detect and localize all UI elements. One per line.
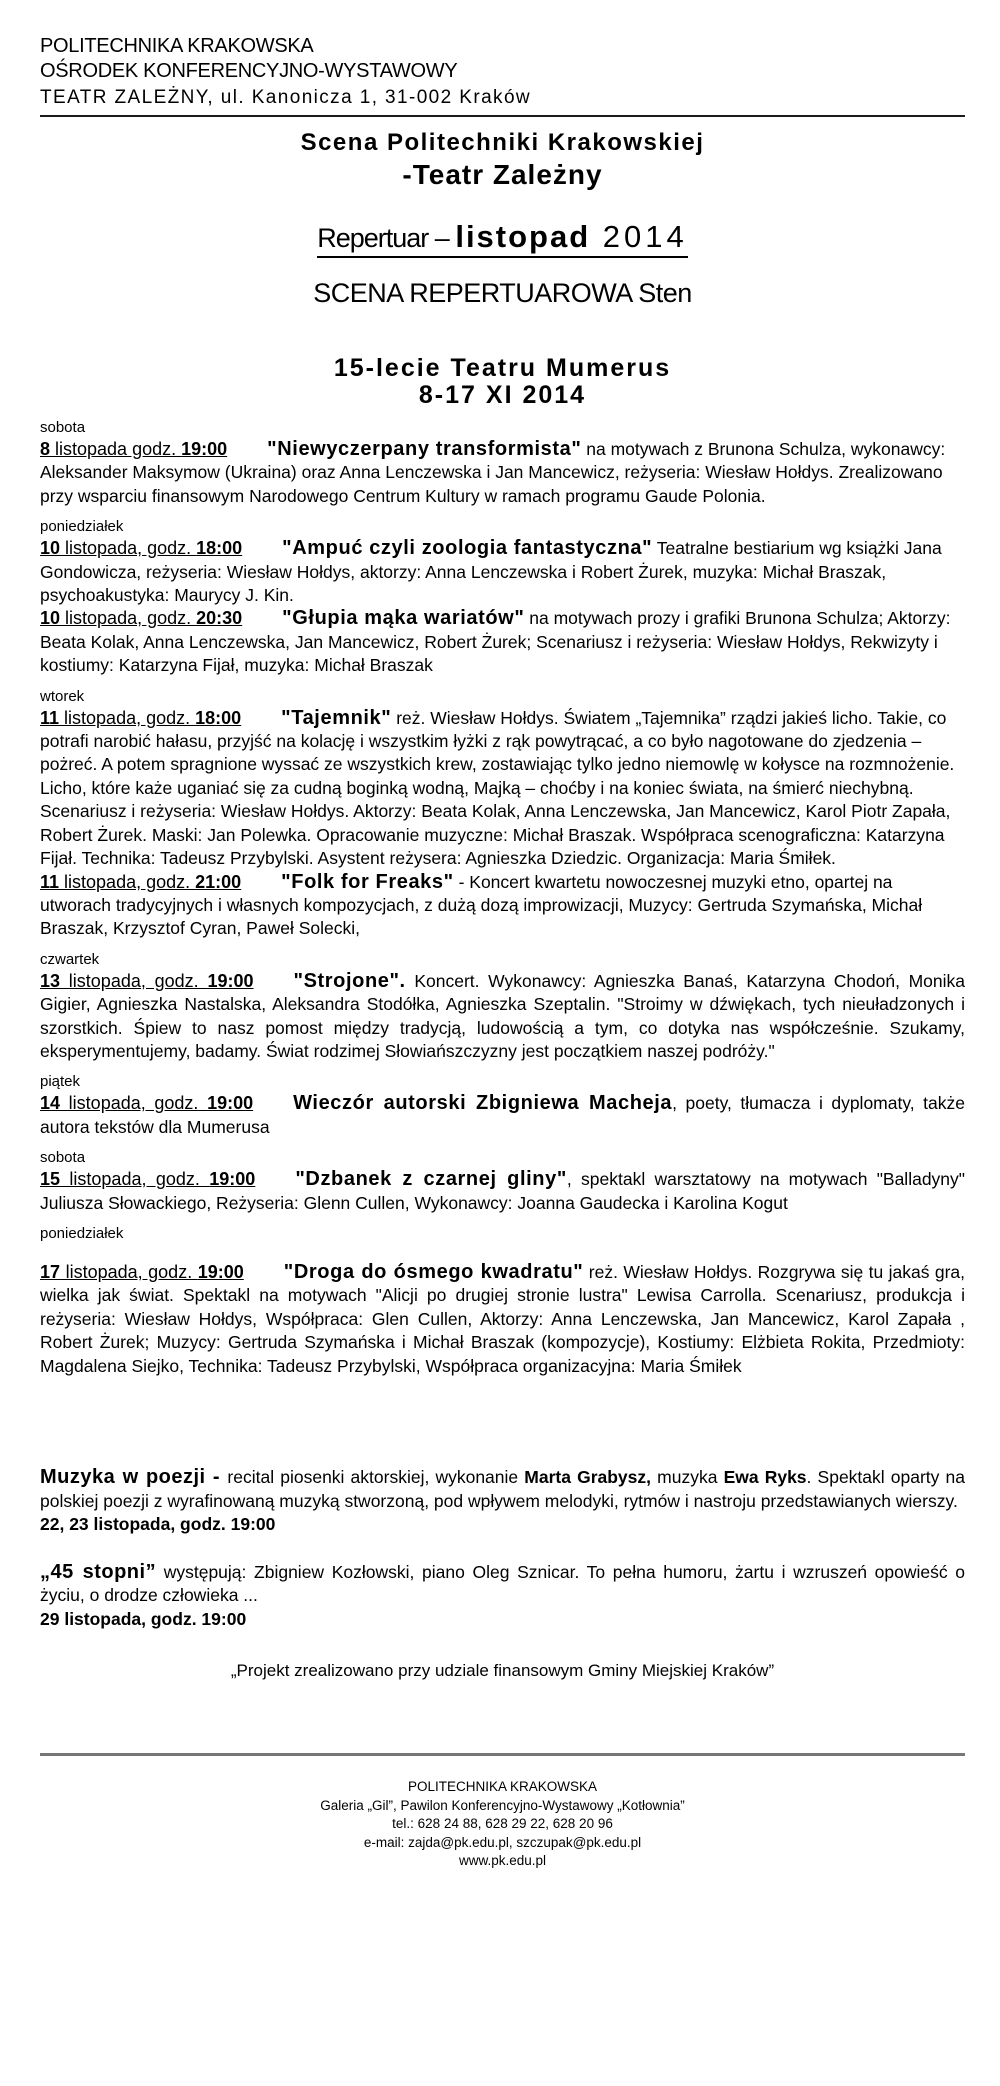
event-paragraph	[40, 438, 965, 508]
footer-phone: tel.: 628 24 88, 628 29 22, 628 20 96	[392, 1816, 613, 1831]
footer-email: e-mail: zajda@pk.edu.pl, szczupak@pk.edu.pl	[363, 1834, 642, 1850]
event-day-label: wtorek	[40, 687, 85, 705]
special-event-description	[40, 1562, 965, 1606]
event-block	[40, 871, 965, 941]
repertoire-heading	[40, 219, 965, 258]
event-description: reż. Wiesław Hołdys. Rozgrywa się tu jakaś gra, wielka jak świat. Spektakl na motywach "Alicji po drugiej stronie lustra" Lewisa Carrolla. Scenariusz, produkcja i reżyseria: Wiesław Hołdys, Współpraca: Glen Cullen, Aktorzy: Anna Lenczewska, Jan Mancewicz, Karol Zapała , Robert Żurek; Muzycy: Gertruda Szymańska i Michał Braszak (kompozycje), Kostiumy: Elżbieta Rokita, Przedmioty: Magdalena Siejko, Technika: Tadeusz Przybylski, Współpraca organizacyjna: Maria Śmiłek	[40, 1261, 966, 1376]
special-event-paragraph	[40, 1561, 965, 1608]
repertoire-year: 2014	[590, 219, 688, 254]
event-date-text: listopada, godz.	[60, 1261, 198, 1282]
event-description: Teatralne bestiarium wg książki Jana Gondowicza, reżyseria: Wiesław Hołdys, aktorzy: Anna Lenczewska i Robert Żurek, muzyka: Michał Braszak, psychoakustyka: Maurycy J. Kin.	[40, 538, 942, 606]
special-event-block	[40, 1561, 965, 1632]
event-title: "Niewyczerpany transformista"	[267, 438, 582, 460]
event-paragraph	[40, 607, 965, 677]
event-title: "Ampuć czyli zoologia fantastyczna"	[282, 537, 653, 560]
event-paragraph	[40, 537, 965, 607]
special-event-date: 29 listopada, godz. 19:00	[40, 1608, 247, 1629]
event-date	[40, 439, 227, 459]
letterhead-address: TEATR ZALEŻNY, ul. Kanonicza 1, 31-002 Kraków	[40, 87, 532, 108]
event-day-label: sobota	[40, 419, 86, 436]
footer-divider	[40, 1753, 965, 1756]
event-date-number: 15	[40, 1169, 61, 1190]
event-title: "Głupia mąka wariatów"	[282, 607, 525, 630]
description-text: występują: Zbigniew Kozłowski, piano Oleg Sznicar. To pełna humoru, żartu i wzruszeń opowieść o życiu, o drodze człowieka ...	[40, 1561, 966, 1605]
event-description: reż. Wiesław Hołdys. Światem „Tajemnika” rządzi jakieś licho. Takie, co potrafi narobić hałasu, przyjść na kolację i wszystkim łyżki z rąk powytrącać, a co było nagotowane do zjedzenia – pożreć. A potem spragnione wyssać ze wszystkich krew, zostawiając tylko jedno niemowlę w kołysce na rozmnożenie. Licho, które każe uganiać się za cudną boginką wodną, Majką – choćby i na koniec świata, na śmierć niechybną. Scenariusz i reżyseria: Wiesław Hołdys. Aktorzy: Beata Kolak, Anna Lenczewska, Jan Mancewicz, Karol Piotr Zapała, Robert Żurek. Maski: Jan Polewka. Opracowanie muzyczne: Michał Braszak. Współpraca scenograficzna: Katarzyna Fijał. Technika: Tadeusz Przybylski. Asystent reżysera: Agnieszka Dziedzic. Organizacja: Maria Śmiłek.	[40, 707, 955, 869]
event-date-time: 19:00	[197, 1261, 244, 1282]
event-date-number: 14	[40, 1093, 61, 1114]
event-block	[40, 1225, 965, 1378]
events-list	[40, 419, 965, 1378]
highlighted-name: Marta Grabysz,	[524, 1467, 652, 1487]
special-event-title: „45 stopni”	[40, 1560, 157, 1583]
event-date	[40, 1093, 253, 1113]
event-block	[40, 607, 965, 677]
event-day-label: sobota	[40, 1149, 86, 1167]
festival-title: 15-lecie Teatru Mumerus	[333, 354, 672, 382]
event-date	[40, 708, 241, 728]
event-date-text: listopada, godz.	[59, 707, 196, 728]
footer-contact	[40, 1778, 965, 1871]
event-date-time: 18:00	[196, 538, 243, 559]
event-block	[40, 1149, 965, 1215]
event-date-text: listopada, godz.	[60, 1093, 208, 1114]
event-date-number: 10	[40, 538, 61, 559]
event-date-time: 19:00	[181, 439, 228, 459]
special-event-paragraph	[40, 1466, 965, 1513]
event-date-time: 19:00	[207, 1093, 254, 1114]
event-paragraph	[40, 707, 965, 871]
letterhead-divider	[40, 115, 965, 117]
event-description: - Koncert kwartetu nowoczesnej muzyki etno, opartej na utworach tradycyjnych i własnych kompozycjach, z dużą dozą improwizacji, Muzycy: Gertruda Szymańska, Michał Braszak, Krzysztof Cyran, Paweł Solecki,	[40, 871, 923, 939]
special-event-date: 22, 23 listopada, godz. 19:00	[40, 1514, 276, 1534]
event-date-time: 19:00	[209, 1169, 256, 1190]
event-date-text: listopada, godz.	[60, 608, 197, 629]
event-date-text: listopada, godz.	[60, 1169, 210, 1190]
event-paragraph	[40, 1168, 965, 1215]
event-title: "Strojone".	[293, 969, 406, 992]
event-title: Wieczór autorski Zbigniewa Macheja	[293, 1092, 673, 1115]
event-date	[40, 538, 242, 558]
letterhead	[40, 34, 965, 117]
special-events-list	[40, 1466, 965, 1631]
event-block	[40, 518, 965, 607]
event-block	[40, 951, 965, 1064]
event-description: , poety, tłumacza i dyplomaty, także autora tekstów dla Mumerusa	[40, 1093, 966, 1137]
masthead-theater-title: -Teatr Zależny	[402, 159, 603, 190]
event-title: "Tajemnik"	[281, 706, 392, 729]
event-date-number: 10	[40, 608, 61, 629]
event-date-text: listopada godz.	[50, 439, 182, 459]
stage-name: SCENA REPERTUAROWA Sten	[313, 278, 692, 308]
event-paragraph	[40, 1092, 965, 1139]
event-date-text: listopada, godz.	[60, 970, 208, 991]
highlighted-name: Ewa Ryks	[723, 1467, 807, 1487]
event-title: "Dzbanek z czarnej gliny"	[295, 1168, 567, 1191]
footer-gallery: Galeria „Gil”, Pawilon Konferencyjno-Wystawowy „Kotłownia”	[320, 1797, 685, 1813]
event-date	[40, 1262, 244, 1282]
event-block	[40, 419, 965, 508]
event-day-label: poniedziałek	[40, 1224, 124, 1242]
event-day-label: poniedziałek	[40, 518, 124, 536]
festival-heading	[40, 355, 965, 409]
event-date-number: 11	[40, 707, 60, 728]
description-text: recital piosenki aktorskiej, wykonanie	[227, 1467, 525, 1487]
footer-institution: POLITECHNIKA KRAKOWSKA	[407, 1779, 598, 1794]
event-date-number: 11	[40, 871, 60, 892]
event-paragraph	[40, 970, 965, 1064]
letterhead-institution: POLITECHNIKA KRAKOWSKA	[40, 35, 314, 57]
event-paragraph	[40, 871, 965, 941]
event-date-time: 19:00	[207, 970, 254, 991]
event-date-text: listopada, godz.	[60, 538, 197, 559]
event-description: , spektakl warsztatowy na motywach "Balladyny" Juliusza Słowackiego, Reżyseria: Glenn Cullen, Wykonawcy: Joanna Gaudecka i Karolina Kogut	[40, 1169, 965, 1213]
event-date-time: 20:30	[196, 608, 243, 629]
masthead-scene-title: Scena Politechniki Krakowskiej	[300, 129, 705, 156]
event-date-number: 17	[40, 1261, 61, 1282]
event-title: "Folk for Freaks"	[281, 870, 454, 893]
special-event-block	[40, 1466, 965, 1537]
event-date-number: 13	[40, 970, 61, 991]
repertoire-prefix: Repertuar –	[317, 223, 456, 253]
funding-note: „Projekt zrealizowano przy udziale finansowym Gminy Miejskiej Kraków”	[230, 1661, 775, 1680]
footer-website: www.pk.edu.pl	[458, 1853, 547, 1868]
footer	[40, 1753, 965, 1871]
event-date	[40, 971, 253, 991]
masthead	[40, 129, 965, 309]
event-day-label: piątek	[40, 1073, 81, 1091]
description-text: . Spektakl oparty na polskiej poezji z wyrafinowaną muzyką stworzoną, pod wpływem melodyki, rytmów i nastroju przedstawianych wierszy.	[40, 1467, 966, 1511]
event-date	[40, 608, 242, 628]
event-day-label: czwartek	[40, 950, 100, 968]
repertoire-month: listopad	[455, 219, 591, 254]
festival-dates: 8-17 XI 2014	[418, 381, 587, 409]
event-date-time: 18:00	[195, 707, 242, 728]
event-description: Koncert. Wykonawcy: Agnieszka Banaś, Katarzyna Chodoń, Monika Gigier, Agnieszka Nastalska, Aleksandra Stodółka, Agnieszka Szeptalin. "Stroimy w dźwiękach, tych nieuładzonych i szorstkich. Śpiew to nasz pomost między tradycją, ludowością a tym, co dotyka nas współcześnie. Szukamy, eksperymentujemy, badamy. Świat rodzimej Słowiańszczyzny jest początkiem naszej podróży."	[40, 970, 966, 1061]
event-title: "Droga do ósmego kwadratu"	[283, 1260, 584, 1283]
event-block	[40, 1073, 965, 1139]
description-text: muzyka	[651, 1467, 724, 1487]
repertoire-underline	[317, 219, 688, 258]
event-date	[40, 872, 241, 892]
event-description: na motywach z Brunona Schulza, wykonawcy: Aleksander Maksymow (Ukraina) oraz Anna Lenczewska i Jan Mancewicz, reżyseria: Wiesław Hołdys. Zrealizowano przy wsparciu finansowym Narodowego Centrum Kultury w ramach programu Gaude Polonia.	[40, 439, 946, 506]
event-date	[40, 1169, 255, 1189]
event-date-text: listopada, godz.	[59, 871, 196, 892]
special-event-title: Muzyka w poezji -	[40, 1466, 228, 1488]
event-block	[40, 688, 965, 871]
event-description: na motywach prozy i grafiki Brunona Schulza; Aktorzy: Beata Kolak, Anna Lenczewska, Jan Mancewicz, Robert Żurek; Scenariusz i reżyseria: Wiesław Hołdys, Rekwizyty i kostiumy: Katarzyna Fijał, muzyka: Michał Braszak	[40, 608, 951, 676]
event-date-time: 21:00	[195, 871, 242, 892]
event-paragraph	[40, 1261, 965, 1378]
letterhead-center: OŚRODEK KONFERENCYJNO-WYSTAWOWY	[40, 60, 458, 82]
event-date-number: 8	[40, 439, 51, 459]
